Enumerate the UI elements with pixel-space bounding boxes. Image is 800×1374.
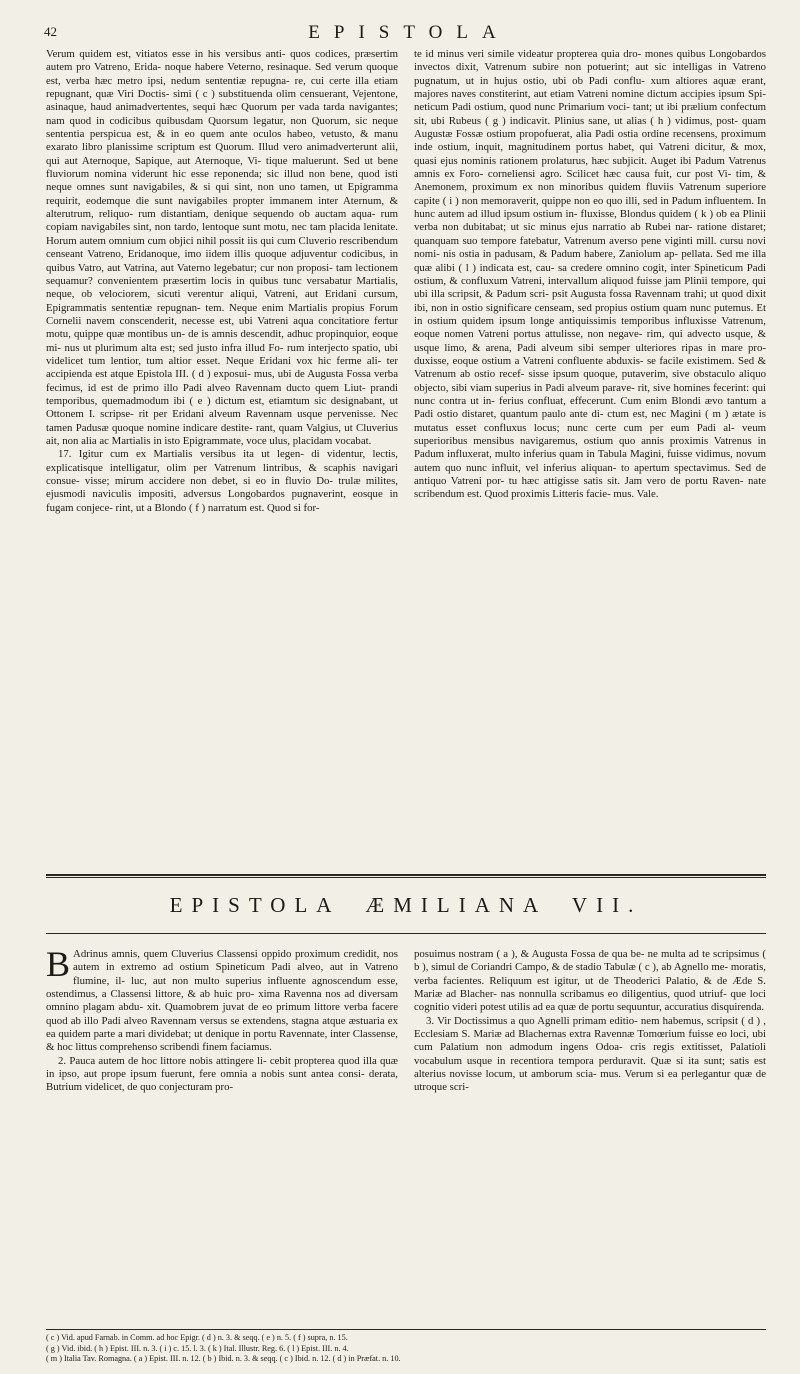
paragraph: te id minus veri simile videatur propterea quia dro- mones quibus Longobardos invectos dixit, Vatrenum subire non potuerint; aut sic intelligas in Vatreno pugnatum, ut in hujus ostio, ubi ob Padi conflu- xum altiores aquæ erant, majores naves constiterint, aut etiam Vatreni nomine dictum accipies ipsum Spi- neticum Padi ostium, quod nunc Primarium voci- tant; ut ibi prælium confectum sit, ubi Rubeus ( g ) indicavit. Plinius sane, ut alias ( h ) vidimus, post- quam Augustæ Fossæ ostium propofuerat, alia Padi ostia ordine recensens, proximum inde ostium, inquit, magnitudinem portus habet, qui Vatreni dicitur, & mox, quasi ejus nominis rationem prolaturus, hæc subjicit. Auget ibi Padum Vatrenus amnis ex Foro- corneliensi agro. Scilicet hæc causa fuit, cur post Vi- tim, & Anemonem, proximum ex non minoribus quidem fluviis Vatrenum superiore capite ( i ) non memoraverit, quippe non eo quo illi, sed in Padum influentem. In hunc autem ad illud ipsum ostium in- fluxisse, Blondus quidem ( k ) ob ea Plinii verba non dubitabat; ut sic minus ejus narratio ab Rubei nar- ratione distaret; quanquam suo tempore fatebatur, Vatrenum averso pene viginti mill. cursu novi nomi- nis ostia in padusam, & Padum habere, Zaniolum ap- pellata. Sed me illa quæ alibi ( l ) indicata est, cau- sa credere omnino cogit, inter Spineticum Padi ostium, & confluxum Vatreni, intervallum aliquod fuisse jam Plinii tempore, qui ubi illa scripsit, & Padum scri- psit Augusta fossa Ravennam trahi; ut quod dixit ibi, non in ostio significare censeam, sed propius ostium quam nunc putemus. Et in ostium quidem ipsum longe antiquissimis temporibus influxisse Vatrenum, eoque nomen Vatreni portus attulisse, non negave- rim, qui advecto usque, & usque limo, & arena, Padi alveum sibi semper ulteriores ripas in mare pro- duxisse, eoque ostium a Vatreni confluente abduxis- se facile existimem. Sed & Vatrenum ab ostio recef- sisse ipsum quoque, putaverim, sive obstaculo aliquo objecto, sibi viam superius in Padi alveum parave- rit, sive homines fecerint: qui nunc contra ut in- ferius confluat, effecerunt. Cum enim Blondi ævo tantum a Padi ostio distaret, quantum paulo ante di- ctum est, nec Magini ( m ) ætate is mutatus esset confluxus locus; nunc certe cum per eum Padi al- veum superioribus mensibus navigaremus, ostium quo annis proximis Vatrenus in Padum influxerat, multo inferius quam in Tabula Magini, fuisse vidimus, novum autem quo nunc influit, vel inferius aliquan- to apertum spectavimus. Sed de antiquo Vatreni por- tu hæc attigisse satis sit. Jam vero de portu Raven- nate scribendum est. Quod proximis Litteris facie- mus. Vale.: [414, 48, 766, 501]
paragraph: posuimus nostram ( a ), & Augusta Fossa de qua be- ne multa ad te scripsimus ( b ), simul de Coriandri Campo, & de stadio Tabulæ ( c ), ab Agnello me- moratis, verba facientes. Reliquum est igitur, ut de Theoderici Palatio, & de Æde S. Mariæ ad Blacher- nas nonnulla scribamus eo diligentius, quod utriuf- que loci cognitio videri potest utilis ad ea quæ de portu sequuntur, accuratius disquirenda.: [414, 948, 766, 1014]
footnote-rule: [46, 1329, 766, 1330]
paragraph: 3. Vir Doctissimus a quo Agnelli primam editio- nem habemus, scripsit ( d ) , Ecclesiam S. Mariæ ad Blachernas extra Ravennæ Tomœrium fuisse eo loci, ubi cum Palatium non admodum ingens Odoa- cris regis extitisset, Palatioli vocabulum usque in recentiora tempora perduravit. Quæ si ita sunt; satis est alterius novisse locum, ut amborum scia- mus. Verum si ea perlegantur quæ de utroque scri-: [414, 1014, 766, 1094]
section-title: EPISTOLA ÆMILIANA VII.: [169, 893, 643, 917]
paragraph: 17. Igitur cum ex Martialis versibus ita ut legen- di videntur, lectis, explicatisque intelligatur, olim per Vatrenum lintribus, & scaphis navigari consue- visse; mirum accidere non debet, si eo in fluvio Do- trulæ milites, ejusmodi naviculis impositi, adversus Longobardos pugnaverint, eosque in fugam conjece- rint, ut a Blondo ( f ) narratum est. Quod si for-: [46, 448, 398, 514]
drop-cap: B: [46, 944, 71, 984]
running-title: EPISTOLA: [308, 22, 510, 43]
previous-letter-right-column: [414, 48, 766, 502]
footnote-line: ( g ) Vid. ibid. ( h ) Epist. III. n. 3. ( i ) c. 15. l. 3. ( k ) Ital. Illustr. Reg. 6. ( l ) Epist. III. n. 4.: [46, 1343, 349, 1353]
running-head: [44, 22, 774, 44]
previous-letter-left-column: [46, 48, 398, 515]
paragraph: 2. Pauca autem de hoc littore nobis attingere li- cebit propterea quod illa quæ in ipso, aut prope ipsum fuerunt, fere omnia a nobis sunt antea consi- derata, Butrium videlicet, de quo conjecturam pro-: [46, 1054, 398, 1094]
section-divider-rule: [46, 874, 766, 876]
paragraph: Verum quidem est, vitiatos esse in his versibus anti- quos codices, præsertim autem pro Vatreno, Erida- noque habere Veterno, resinaque. Sed verum quoque est, verba hæc metro ipsi, nedum sententiæ repugna- re, cui certe illa etiam repugnant, quæ Viri Doctis- simi ( c ) substituenda olim censuerant, Vejentone, asinaque, haud animadvertentes, sequi hæc Quorum per vada tarda navigantes; nam quod in codicibus quibusdam Quorsum legatur, non Quorum, sic neque sententia perspicua est, & in eo quem ante oculos habeo, vetusto, & manu exarato libro planissime scriptum est Quorum. Illud vero animadverterunt alii, qui aut Aternoque, Sapique, aut Aternoque, Vi- tique maluerunt. Sed ut bene fluviorum nomina viderunt hic esse reponenda; sic illud non bene, quod isti neque omnes sunt navigabiles, & si qui sint, non uno tamen, ut Epigramma requirit, eodemque die sunt navigabiles propter immanem inter Aternum, & alterutrum, reliquo- rum distantiam, denique sequendo ob auctam aqua- rum copiam navigabiles sint, non tardo, lentoque sunt motu, nec tam placida lenitate. Horum autem omnium cum objici nihil possit iis qui cum Cluverio rescribendum censeant Vatreno, Eridanoque, imo iidem illis quoque adjuventur codicibus, in quibus Vatro, aut Vatrina, aut Vaterno legebatur; cur non proposi- tam lectionem sequamur? convenientem præsertim locis in quibus tunc versabatur Martialis, neque, ob velociorem, sicuti verentur aliqui, Vatreni, aut Eridani cursum, Epigrammatis sententiæ repugnan- tem. Neque enim Martialis propius Forum Cornelii navem conscenderit, necesse est, ubi Vatreni aqua concitatiore fertur motu, quippe quæ montibus un- de is amnis descendit, adhuc propinquior, eoque mi- nus ut plurimum alta est; sed justo infra illud Fo- rum interjecto spatio, ubi videlicet tum lentior, tum altior esset. Neque Eridani vox hic ferme ali- ter accipienda est atque Epistola III. ( d ) exposui- mus, ubi de Augusta Fossa verba fecimus, id est de primo illo Padi alveo Ravennam ducto quem Liut- prandi temporibus, quemadmodum ibi ( e ) dictum est, etiamtum sic designabant, ut Ottonem I. scripse- rit per Eridani alveum Ravennam usque pervenisse. Nec tamen Padusæ quoque nomine indicare destite- rant, quam Valgius, ut Cluverius ait, non alia ac Martialis in isto Epigrammate, voce ulus, placidam vocabat.: [46, 48, 398, 447]
letter-vii-right-column: [414, 948, 766, 1095]
footnotes: [46, 1333, 766, 1365]
letter-vii-left-column: [46, 944, 398, 1095]
page-number: 42: [44, 24, 57, 39]
footnote-line: ( c ) Vid. apud Farnab. in Comm. ad hoc Epigr. ( d ) n. 3. & seqq. ( e ) n. 5. ( f ) supra, n. 15.: [46, 1333, 348, 1342]
section-divider-rule: [46, 877, 766, 878]
paragraph-text: Adrinus amnis, quem Cluverius Classensi oppido proximum credidit, nos autem in extremo ad ostium Spineticum Padi alveo, aut in Vatreno flumine, il- luc, aut non multo superius influente agnoscendum esse, ostendimus, a Classensi littore, & ab huic pro- xima Ravenna nos ad diversam omnino plagam abdu- xit. Quamobrem juvat de eo primum littore verba facere quod ab illo Padi alveo Ravennam versus se extendens, stagna atque æstuaria ex ea quidem parte a mari dividebat; ut denique in portu Ravennate, inter Classense, & hoc littus comprehenso scribendi finem faciamus.: [46, 948, 398, 1054]
opening-paragraph: [46, 944, 398, 1055]
title-underline-rule: [46, 933, 766, 934]
footnote-line: ( m ) Italia Tav. Romagna. ( a ) Epist. III. n. 12. ( b ) Ibid. n. 3. & seqq. ( c ) Ibid. n. 12. ( d ) in Præfat. n. 10.: [46, 1354, 401, 1363]
